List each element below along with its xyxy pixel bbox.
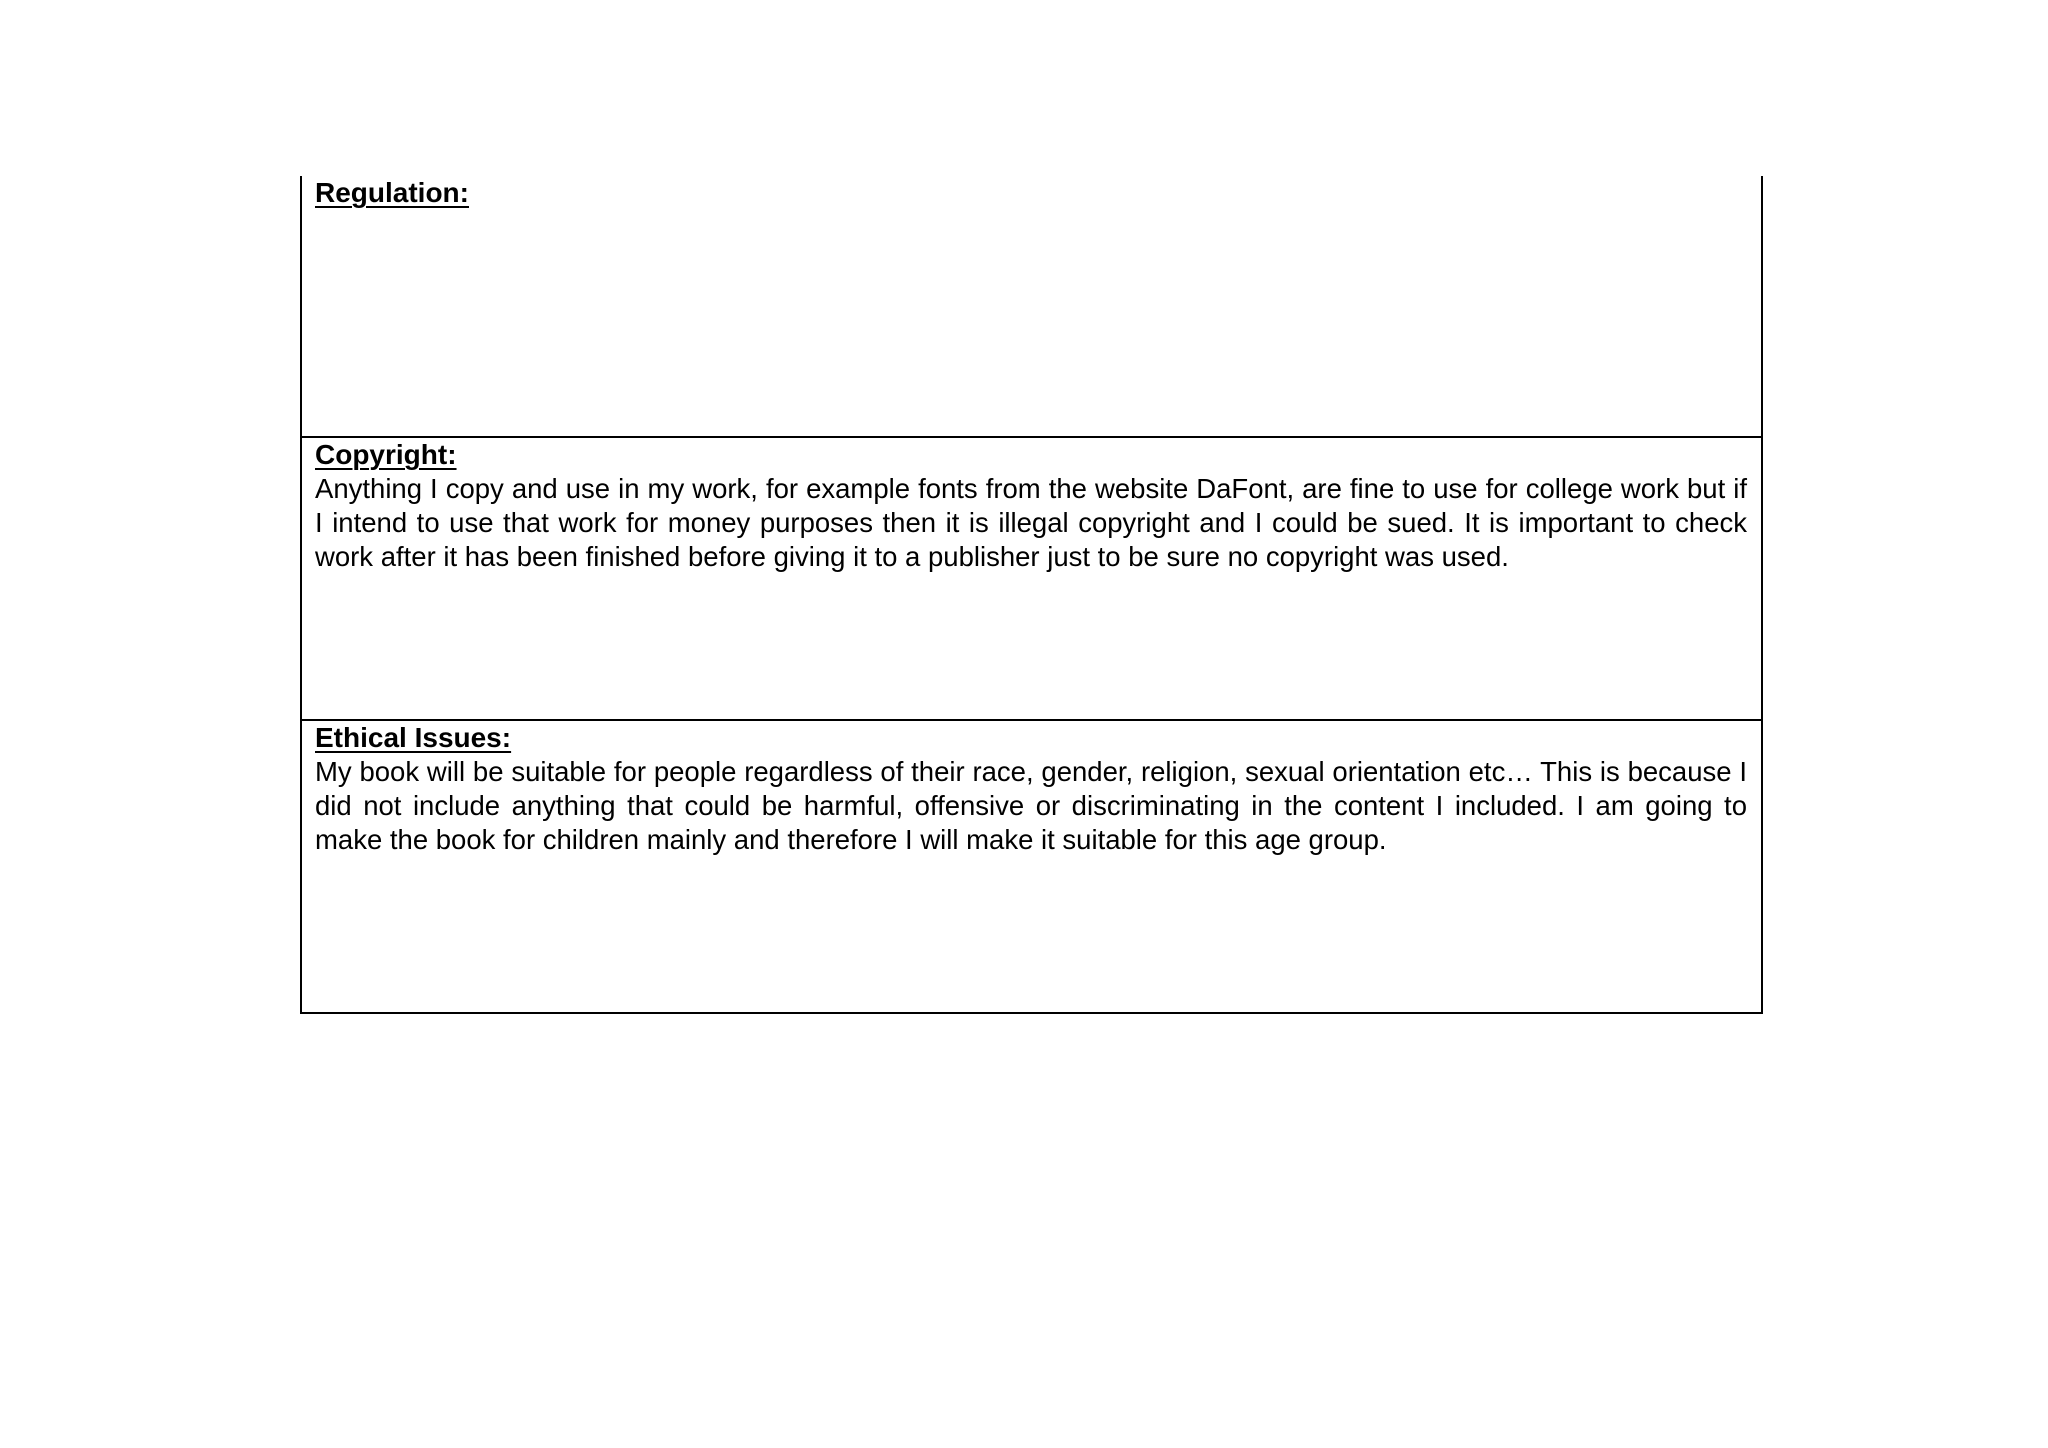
section-body-copyright: Anything I copy and use in my work, for example fonts from the website DaFont, are fine to use for college work but if I intend to use that work for money purposes then it is illegal copyright and I could be sued. It is important to check work after it has been finished before giving it to a publisher just to be sure no copyright was used. <box>315 473 1747 572</box>
section-heading-copyright: Copyright: <box>315 439 457 470</box>
table-cell-ethical-issues <box>302 719 1761 1012</box>
table-cell-regulation <box>302 176 1761 436</box>
table-cell-copyright <box>302 436 1761 719</box>
section-heading-ethical-issues: Ethical Issues: <box>315 722 512 753</box>
section-body-ethical-issues: My book will be suitable for people regardless of their race, gender, religion, sexual orientation etc… This is because I did not include anything that could be harmful, offensive or discriminating in the content I included. I am going to make the book for children mainly and therefore I will make it suitable for this age group. <box>315 756 1747 855</box>
document-table <box>300 176 1763 1014</box>
section-heading-regulation: Regulation: <box>315 177 469 208</box>
